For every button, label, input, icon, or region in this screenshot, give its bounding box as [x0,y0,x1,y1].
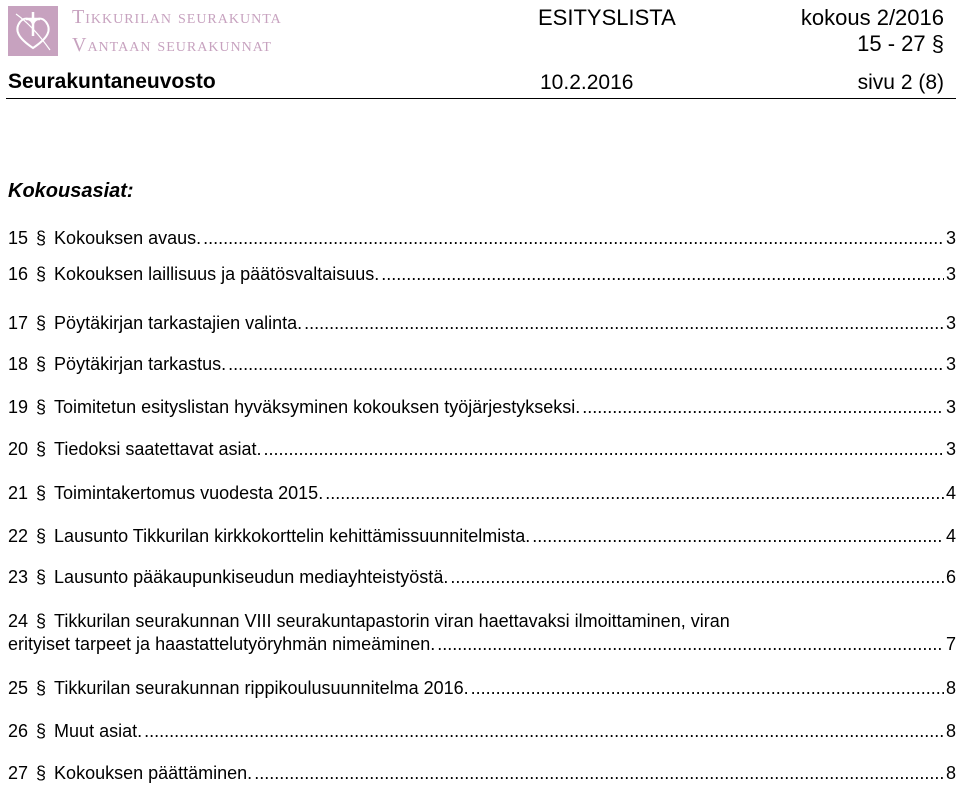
meeting-date: 10.2.2016 [540,71,634,94]
toc-leader-dots [325,482,944,505]
toc-item[interactable] [8,482,956,505]
toc-leader-dots [532,525,944,548]
section-sign-icon: § [36,397,47,417]
toc-item-page: 3 [945,397,956,417]
toc-item-page: 3 [945,228,956,248]
toc-item-number: 16 [8,264,29,284]
document-type: ESITYSLISTA [538,5,676,30]
section-range: 15 - 27 § [857,31,944,56]
toc-leader-dots [381,263,944,286]
toc-leader-dots [582,396,944,419]
toc-item-page: 3 [945,313,956,333]
toc-item[interactable] [8,610,956,656]
section-sign-icon: § [36,763,47,783]
section-sign-icon: § [36,567,47,587]
toc-item-title: Kokouksen päättäminen. [54,763,253,783]
toc-item[interactable] [8,566,956,589]
toc-item-number: 18 [8,354,29,374]
toc-item[interactable] [8,263,956,286]
toc-item-title: Kokouksen laillisuus ja päätösvaltaisuus. [54,264,380,284]
toc-item-page: 4 [945,526,956,546]
section-sign-icon: § [36,483,47,503]
toc-item-page: 8 [945,763,956,783]
toc-item-number: 17 [8,313,29,333]
section-sign-icon: § [36,439,47,459]
toc-item-number: 26 [8,721,29,741]
section-sign-icon: § [36,611,47,631]
page-header [0,0,960,100]
toc-item[interactable] [8,312,956,335]
section-sign-icon: § [36,264,47,284]
section-sign-icon: § [36,678,47,698]
toc-item-page: 3 [945,354,956,374]
section-sign-icon: § [36,721,47,741]
toc-item-page: 8 [945,721,956,741]
toc-item[interactable] [8,438,956,461]
header-divider [6,98,956,99]
toc-item-title: Lausunto pääkaupunkiseudun mediayhteistyöstä. [54,567,449,587]
toc-leader-dots [471,677,944,700]
toc-item-number: 22 [8,526,29,546]
toc-item-number: 25 [8,678,29,698]
meeting-number: kokous 2/2016 [800,5,944,30]
toc-item-title: Toimintakertomus vuodesta 2015. [54,483,324,503]
toc-item-page: 7 [945,634,956,654]
toc-item-title-line1: Tikkurilan seurakunnan VIII seurakuntapastorin viran haettavaksi ilmoittaminen, viran [54,611,730,631]
toc-item[interactable] [8,677,956,700]
toc-item-title: Pöytäkirjan tarkastajien valinta. [54,313,303,333]
toc-item[interactable] [8,396,956,419]
section-title: Kokousasiat: [8,180,134,202]
organization-parent-name: Vantaan seurakunnat [72,34,272,56]
toc-item-number: 21 [8,483,29,503]
toc-item-title: Lausunto Tikkurilan kirkkokorttelin kehittämissuunnitelmista. [54,526,531,546]
toc-item-number: 23 [8,567,29,587]
toc-leader-dots [228,353,944,376]
toc-item[interactable] [8,720,956,743]
toc-item-number: 24 [8,611,29,631]
section-sign-icon: § [36,228,47,248]
cross-heart-logo-icon [8,6,58,56]
section-sign-icon: § [36,354,47,374]
toc-item-page: 3 [945,264,956,284]
toc-item-number: 27 [8,763,29,783]
toc-item-title: erityiset tarpeet ja haastattelutyöryhmän nimeäminen. [8,634,436,654]
toc-item[interactable] [8,762,956,785]
toc-item-page: 3 [945,439,956,459]
page-number: sivu 2 (8) [857,71,944,94]
toc-leader-dots [203,227,944,250]
toc-item-number: 20 [8,439,29,459]
toc-leader-dots [254,762,944,785]
toc-leader-dots [144,720,944,743]
toc-item-title: Tiedoksi saatettavat asiat. [54,439,262,459]
toc-leader-dots [264,438,944,461]
toc-leader-dots [450,566,944,589]
toc-item-title: Pöytäkirjan tarkastus. [54,354,227,374]
toc-item-title: Tikkurilan seurakunnan rippikoulusuunnitelma 2016. [54,678,469,698]
board-name: Seurakuntaneuvosto [8,70,216,93]
section-sign-icon: § [36,313,47,333]
toc-item[interactable] [8,353,956,376]
toc-item-title: Kokouksen avaus. [54,228,202,248]
toc-item-number: 15 [8,228,29,248]
toc-item-title: Muut asiat. [54,721,143,741]
toc-item-number: 19 [8,397,29,417]
toc-item-page: 6 [945,567,956,587]
organization-name: Tikkurilan seurakunta [72,6,282,28]
toc-item-title: Toimitetun esityslistan hyväksyminen kokouksen työjärjestykseksi. [54,397,581,417]
section-sign-icon: § [36,526,47,546]
toc-item[interactable] [8,525,956,548]
toc-leader-dots [304,312,944,335]
toc-item-page: 4 [945,483,956,503]
toc-item[interactable] [8,227,956,250]
toc-leader-dots [437,633,944,656]
toc-item-page: 8 [945,678,956,698]
